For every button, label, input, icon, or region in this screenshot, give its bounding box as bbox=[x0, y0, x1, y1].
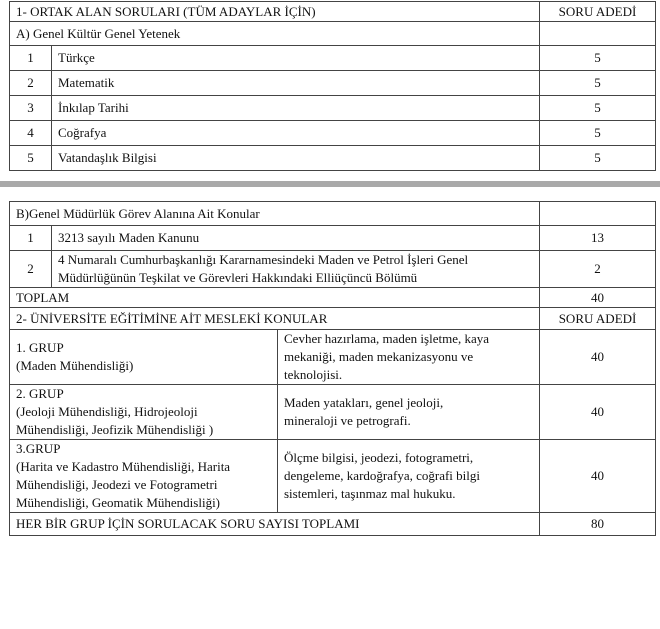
subject-cell: Vatandaşlık Bilgisi bbox=[52, 146, 540, 171]
count-cell: 5 bbox=[540, 71, 656, 96]
group-name: 1. GRUP bbox=[16, 340, 64, 355]
count-cell: 40 bbox=[540, 385, 656, 440]
total-value: 40 bbox=[540, 288, 656, 308]
table-row bbox=[10, 71, 656, 96]
topic-line: Ölçme bilgisi, jeodezi, fotogrametri, bbox=[284, 450, 474, 465]
section1b-subheader: B)Genel Müdürlük Görev Alanına Ait Konular bbox=[10, 202, 540, 226]
subject-line: Müdürlüğünün Teşkilat ve Görevleri Hakkındaki Elliüçüncü Bölümü bbox=[58, 270, 418, 285]
row-number: 5 bbox=[10, 146, 52, 171]
group-name: 3.GRUP bbox=[16, 441, 61, 456]
table-row bbox=[10, 46, 656, 71]
page-separator bbox=[0, 181, 660, 187]
row-number: 2 bbox=[10, 71, 52, 96]
group-dept: (Maden Mühendisliği) bbox=[16, 358, 134, 373]
topic-line: sistemleri, taşınmaz mal hukuku. bbox=[284, 486, 456, 501]
table-row bbox=[10, 226, 656, 251]
row-number: 1 bbox=[10, 46, 52, 71]
topic-line: dengeleme, kardoğrafya, coğrafi bilgi bbox=[284, 468, 480, 483]
group-row bbox=[10, 330, 656, 385]
common-questions-table bbox=[9, 1, 656, 171]
row-number: 1 bbox=[10, 226, 52, 251]
count-cell: 5 bbox=[540, 121, 656, 146]
empty-cell bbox=[540, 22, 656, 46]
table-row bbox=[10, 96, 656, 121]
group-row bbox=[10, 385, 656, 440]
subject-cell: 3213 sayılı Maden Kanunu bbox=[52, 226, 540, 251]
group-dept: Mühendisliği, Jeofizik Mühendisliği ) bbox=[16, 422, 214, 437]
topic-line: mineraloji ve petrografi. bbox=[284, 413, 411, 428]
section2-count-header: SORU ADEDİ bbox=[540, 308, 656, 330]
row-number: 4 bbox=[10, 121, 52, 146]
group-dept: Mühendisliği, Jeodezi ve Fotogrametri bbox=[16, 477, 218, 492]
empty-cell bbox=[540, 202, 656, 226]
topic-line: teknolojisi. bbox=[284, 367, 343, 382]
footer-value: 80 bbox=[540, 513, 656, 536]
subject-cell: Coğrafya bbox=[52, 121, 540, 146]
count-cell: 2 bbox=[540, 251, 656, 288]
count-cell: 5 bbox=[540, 46, 656, 71]
subject-cell: Türkçe bbox=[52, 46, 540, 71]
row-number: 3 bbox=[10, 96, 52, 121]
table-row bbox=[10, 146, 656, 171]
table-row bbox=[10, 121, 656, 146]
group-topics-cell bbox=[278, 330, 540, 385]
subject-cell: Matematik bbox=[52, 71, 540, 96]
subject-line: 4 Numaralı Cumhurbaşkanlığı Kararnamesindeki Maden ve Petrol İşleri Genel bbox=[58, 252, 469, 267]
subject-cell: İnkılap Tarihi bbox=[52, 96, 540, 121]
count-cell: 5 bbox=[540, 96, 656, 121]
subject-cell bbox=[52, 251, 540, 288]
count-cell: 5 bbox=[540, 146, 656, 171]
count-cell: 40 bbox=[540, 330, 656, 385]
group-dept: (Harita ve Kadastro Mühendisliği, Harita bbox=[16, 459, 231, 474]
group-topics-cell bbox=[278, 385, 540, 440]
group-topics-cell bbox=[278, 440, 540, 513]
group-name: 2. GRUP bbox=[16, 386, 64, 401]
section1-count-header: SORU ADEDİ bbox=[540, 2, 656, 22]
group-row bbox=[10, 440, 656, 513]
row-number: 2 bbox=[10, 251, 52, 288]
total-label: TOPLAM bbox=[10, 288, 540, 308]
group-dept: Mühendisliği, Geomatik Mühendisliği) bbox=[16, 495, 221, 510]
count-cell: 40 bbox=[540, 440, 656, 513]
topic-line: Cevher hazırlama, maden işletme, kaya bbox=[284, 331, 490, 346]
section2-header: 2- ÜNİVERSİTE EĞİTİMİNE AİT MESLEKİ KONULAR bbox=[10, 308, 540, 330]
topic-line: Maden yatakları, genel jeoloji, bbox=[284, 395, 444, 410]
section1-subheader: A) Genel Kültür Genel Yetenek bbox=[10, 22, 540, 46]
footer-label: HER BİR GRUP İÇİN SORULACAK SORU SAYISI TOPLAMI bbox=[10, 513, 540, 536]
group-name-cell bbox=[10, 385, 278, 440]
topic-line: mekaniği, maden mekanizasyonu ve bbox=[284, 349, 474, 364]
count-cell: 13 bbox=[540, 226, 656, 251]
group-dept: (Jeoloji Mühendisliği, Hidrojeoloji bbox=[16, 404, 198, 419]
group-name-cell bbox=[10, 330, 278, 385]
table-row bbox=[10, 251, 656, 288]
section1-header: 1- ORTAK ALAN SORULARI (TÜM ADAYLAR İÇİN) bbox=[10, 2, 540, 22]
group-name-cell bbox=[10, 440, 278, 513]
professional-questions-table bbox=[9, 201, 656, 536]
